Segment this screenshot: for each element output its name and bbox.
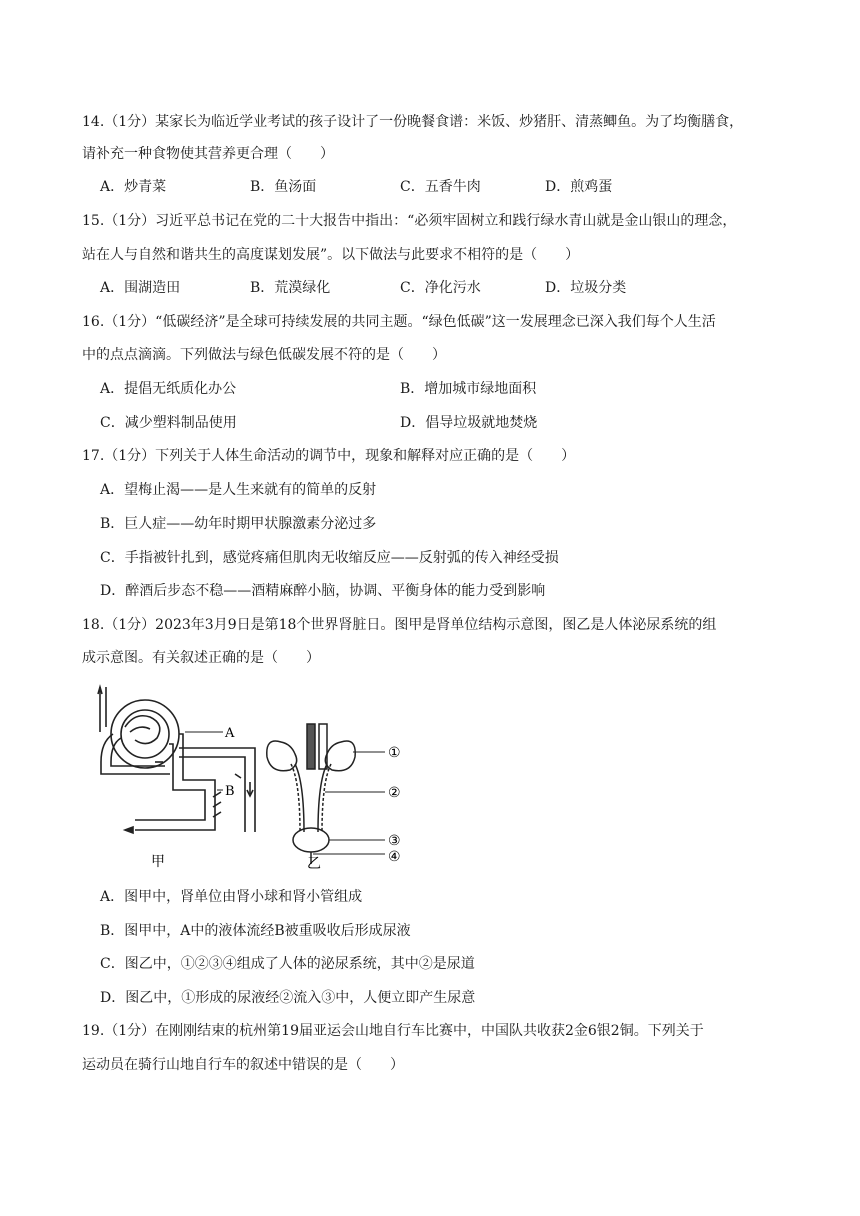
question-17-stem: 17.（1分）下列关于人体生命活动的调节中，现象和解释对应正确的是（ ）	[82, 448, 576, 464]
kidney-diagram	[95, 682, 425, 872]
question-18-option-a: A．图甲中，肾单位由肾小球和肾小管组成	[100, 889, 363, 905]
question-18-option-d: D．图乙中，①形成的尿液经②流入③中，人便立即产生尿意	[100, 990, 476, 1006]
question-15-option-a: A．围湖造田	[100, 280, 181, 296]
question-15-option-b: B．荒漠绿化	[250, 280, 331, 296]
question-17-option-d: D．醉酒后步态不稳——酒精麻醉小脑，协调、平衡身体的能力受到影响	[100, 583, 546, 599]
question-19-stem-cont: 运动员在骑行山地自行车的叙述中错误的是（ ）	[82, 1057, 404, 1073]
label-2: ②	[388, 785, 401, 801]
question-18-stem: 18.（1分）2023年3月9日是第18个世界肾脏日。图甲是肾单位结构示意图，图乙是人体泌尿系统的组	[82, 617, 717, 633]
label-b: B	[225, 784, 235, 799]
question-17-option-a: A．望梅止渴——是人生来就有的简单的反射	[100, 482, 377, 498]
question-15-stem-cont: 站在人与自然和谐共生的高度谋划发展”。以下做法与此要求不相符的是（ ）	[82, 247, 580, 263]
label-3: ③	[388, 833, 401, 849]
label-4: ④	[388, 849, 401, 865]
question-15-option-d: D．垃圾分类	[545, 280, 627, 296]
question-14-option-d: D．煎鸡蛋	[545, 179, 613, 195]
urinary-system-diagram	[267, 724, 385, 864]
question-14-option-c: C．五香牛肉	[400, 179, 481, 195]
question-16-stem-cont: 中的点点滴滴。下列做法与绿色低碳发展不符的是（ ）	[82, 347, 446, 363]
caption-jia: 甲	[151, 854, 165, 870]
question-14-stem: 14.（1分）某家长为临近学业考试的孩子设计了一份晚餐食谱：米饭、炒猪肝、清蒸鲫鱼。为了均衡膳食，	[82, 114, 744, 130]
label-1: ①	[388, 745, 401, 761]
question-16-option-b: B．增加城市绿地面积	[400, 381, 537, 397]
question-18-stem-cont: 成示意图。有关叙述正确的是（ ）	[82, 650, 320, 666]
question-18-option-b: B．图甲中，A中的液体流经B被重吸收后形成尿液	[100, 923, 411, 939]
nephron-diagram	[98, 687, 255, 833]
label-a: A	[225, 726, 235, 741]
caption-yi: 乙	[307, 856, 321, 872]
question-16-option-a: A．提倡无纸质化办公	[100, 381, 237, 397]
question-14-option-b: B．鱼汤面	[250, 179, 317, 195]
question-17-option-b: B．巨人症——幼年时期甲状腺激素分泌过多	[100, 516, 377, 532]
question-16-option-c: C．减少塑料制品使用	[100, 415, 237, 431]
question-14-option-a: A．炒青菜	[100, 179, 167, 195]
question-16-stem: 16.（1分）“低碳经济”是全球可持续发展的共同主题。“绿色低碳”这一发展理念已深入我们每个人生活	[82, 314, 716, 330]
question-18-figure	[95, 682, 425, 872]
question-19-stem: 19.（1分）在刚刚结束的杭州第19届亚运会山地自行车比赛中，中国队共收获2金6银2铜。下列关于	[82, 1023, 704, 1039]
question-17-option-c: C．手指被针扎到，感觉疼痛但肌肉无收缩反应——反射弧的传入神经受损	[100, 550, 559, 566]
question-18-option-c: C．图乙中，①②③④组成了人体的泌尿系统，其中②是尿道	[100, 956, 475, 972]
question-15-stem: 15.（1分）习近平总书记在党的二十大报告中指出：“必须牢固树立和践行绿水青山就是金山银山的理念，	[82, 213, 737, 229]
question-15-option-c: C．净化污水	[400, 280, 481, 296]
question-16-option-d: D．倡导垃圾就地焚烧	[400, 415, 538, 431]
question-14-stem-cont: 请补充一种食物使其营养更合理（ ）	[82, 146, 334, 162]
